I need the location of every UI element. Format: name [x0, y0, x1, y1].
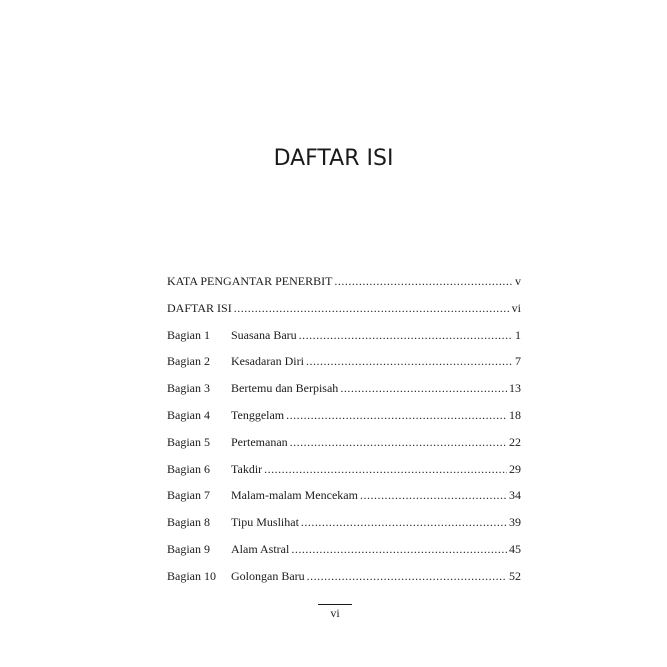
toc-entry [167, 322, 521, 349]
toc-entry-part: Bagian 8 [167, 515, 210, 530]
toc-entry-part: Bagian 5 [167, 434, 210, 449]
toc-entry-label: Takdir [231, 461, 263, 476]
toc-entry [167, 509, 521, 536]
toc-entry [167, 429, 521, 456]
toc-entry-label: DAFTAR ISI [167, 300, 232, 315]
toc-entry [167, 536, 521, 563]
toc-dot-leader [299, 327, 513, 339]
toc-entry-page: 22 [509, 434, 521, 449]
toc-entry-label: KATA PENGANTAR PENERBIT [167, 274, 333, 288]
toc-entry-page: 13 [509, 381, 521, 396]
page-title: DAFTAR ISI [273, 146, 394, 171]
toc-entry [167, 375, 521, 402]
toc-dot-leader [360, 487, 507, 499]
toc-dot-leader [291, 541, 507, 553]
toc-entry-page: 1 [515, 327, 521, 342]
toc-entry-part: Bagian 9 [167, 541, 210, 556]
toc-dot-leader [301, 514, 507, 526]
toc-entry-label: Bertemu dan Berpisah [231, 381, 339, 396]
toc-entry [167, 295, 521, 322]
toc-dot-leader [340, 380, 507, 392]
toc-entry-label: Pertemanan [231, 434, 288, 449]
toc-entry-label: Malam-malam Mencekam [231, 488, 358, 503]
toc-entry-page: 7 [515, 354, 521, 369]
toc-entry-label: Tipu Muslihat [231, 515, 299, 530]
toc-entry-part: Bagian 7 [167, 488, 210, 503]
page-number-folio: vi [318, 604, 352, 620]
toc-entry-label: Alam Astral [231, 541, 290, 556]
toc-entry-page: 45 [509, 541, 521, 556]
toc-entry-page: vi [511, 300, 521, 315]
toc-entry-part: Bagian 3 [167, 381, 210, 396]
toc-entry-page: 39 [509, 515, 521, 530]
toc-dot-leader [306, 353, 513, 365]
toc-entry [167, 482, 521, 509]
toc-entry-label: Golongan Baru [231, 568, 305, 583]
toc-entry-page: v [515, 274, 521, 288]
toc-dot-leader [286, 407, 507, 419]
toc-entry-label: Tenggelam [231, 407, 285, 422]
toc-entry [167, 402, 521, 429]
toc-entry-part: Bagian 2 [167, 354, 210, 369]
toc-dot-leader [334, 273, 513, 285]
toc-entry-page: 34 [509, 488, 521, 503]
table-of-contents [167, 268, 521, 590]
toc-entry-part: Bagian 1 [167, 327, 210, 342]
toc-dot-leader [264, 461, 507, 473]
toc-entry [167, 563, 521, 590]
toc-entry-page: 18 [509, 407, 521, 422]
toc-entry [167, 348, 521, 375]
toc-dot-leader [234, 300, 510, 312]
toc-entry-page: 29 [509, 461, 521, 476]
toc-entry [167, 268, 521, 295]
toc-entry-part: Bagian 4 [167, 407, 210, 422]
toc-dot-leader [290, 434, 507, 446]
toc-entry-label: Kesadaran Diri [231, 354, 304, 369]
toc-dot-leader [307, 568, 507, 580]
toc-entry-page: 52 [509, 568, 521, 583]
toc-entry-part: Bagian 10 [167, 568, 216, 583]
toc-entry-label: Suasana Baru [231, 327, 297, 342]
toc-entry-part: Bagian 6 [167, 461, 210, 476]
toc-entry [167, 456, 521, 483]
